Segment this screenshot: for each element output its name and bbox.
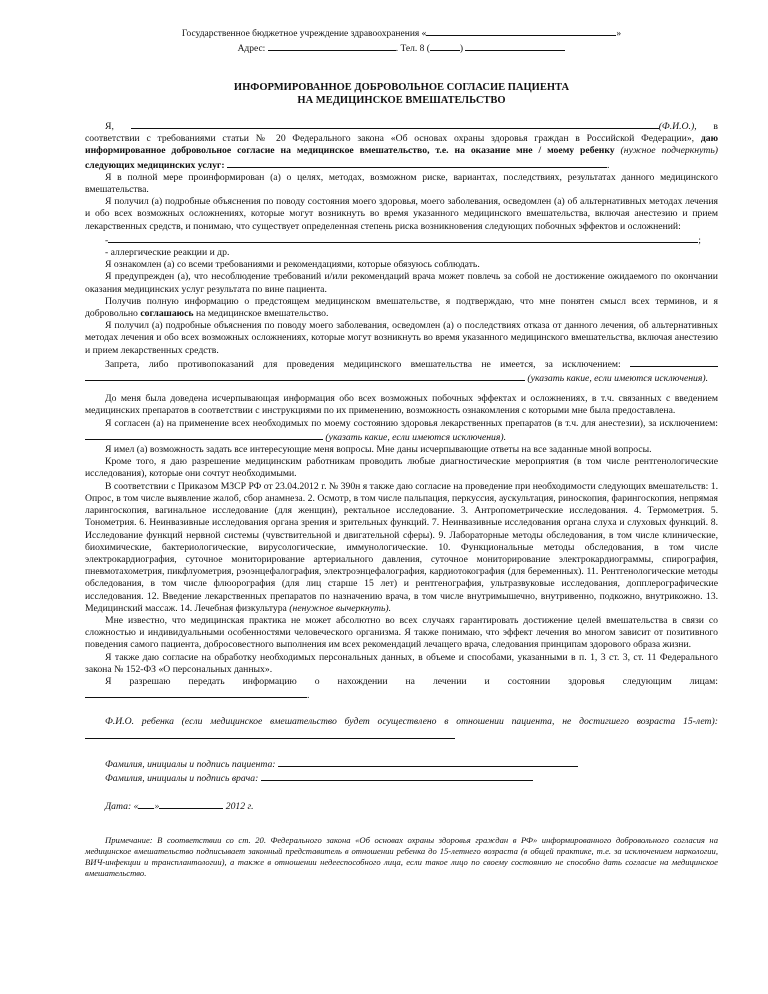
consent-services-label: следующих медицинских услуг: bbox=[85, 159, 225, 171]
spacer bbox=[85, 385, 718, 393]
address-field[interactable] bbox=[268, 41, 396, 51]
paragraph-explanations: Я получил (а) подробные объяснения по поводу состояния моего здоровья, моего заболевания, осведомлен (а) об альтернативных методах лечения и обо всех возможных осложнениях, которые могут возникнуть во время указанного медицинского вмешательства, включая анестезию и прием лекарственных средств, и понимаю, что существует определенная степень риска возникновения следующих побочных эффектов и осложнений: bbox=[85, 196, 718, 232]
child-fio-line bbox=[85, 716, 718, 742]
spacer bbox=[85, 743, 718, 757]
consent-start: Я, bbox=[105, 121, 114, 132]
institution-header bbox=[85, 26, 718, 55]
paragraph-personal-data: Я также даю согласие на обработку необходимых персональных данных, в объеме и способами, указанными в п. 1, 3 ст. 3, ст. 11 Федерального закона № 152-ФЗ «О персональных данных». bbox=[85, 651, 718, 675]
paragraph-requirements: Я ознакомлен (а) со всеми требованиями и рекомендациями, которые обязуюсь соблюдать. bbox=[105, 259, 480, 271]
child-fio-label: Ф.И.О. ребенка (если медицинское вмешательство будет осуществлено в отношении пациента, не достигшего возраста 15-лет): bbox=[105, 716, 718, 728]
contraindications-field-2[interactable] bbox=[85, 371, 525, 381]
paragraph-contraindications bbox=[85, 357, 718, 385]
institution-line bbox=[85, 26, 718, 41]
side-effects-dash: - bbox=[105, 234, 109, 246]
phone-field[interactable] bbox=[465, 41, 565, 51]
spacer bbox=[85, 702, 718, 716]
drugs-hint: (указать какие, если имеются исключения). bbox=[325, 431, 507, 443]
paragraph-order bbox=[85, 481, 718, 615]
order-hint: (ненужное вычеркнуть). bbox=[289, 602, 392, 614]
doctor-signature-field[interactable] bbox=[261, 771, 533, 781]
date-label: Дата: « bbox=[105, 801, 139, 813]
phone-close: ) bbox=[459, 43, 464, 54]
institution-close: » bbox=[616, 29, 622, 39]
paragraph-drugs bbox=[85, 418, 718, 444]
document-title bbox=[85, 81, 718, 107]
doctor-signature-label: Фамилия, инициалы и подпись врача: bbox=[105, 772, 259, 784]
disclosure-end: . bbox=[307, 690, 310, 702]
date-year: 2012 г. bbox=[225, 801, 254, 813]
paragraph-questions: Я имел (а) возможность задать все интересующие меня вопросы. Мне даны исчерпывающие ответы на все заданные мной вопросы. bbox=[105, 444, 652, 456]
agreement-text: Получив полную информацию о предстоящем медицинском вмешательстве, я подтверждаю, что мне понятен смысл всех терминов, и я добровольно bbox=[85, 295, 718, 320]
disclosure-line bbox=[85, 688, 718, 702]
paragraph-side-effects-line bbox=[85, 233, 718, 247]
phone-label: . Тел. 8 ( bbox=[395, 43, 430, 54]
spacer bbox=[85, 785, 718, 799]
fio-hint: (Ф.И.О.), bbox=[658, 121, 697, 132]
drugs-exceptions-field[interactable] bbox=[85, 430, 323, 440]
consent-law-text: в соответствии с требованиями статьи № 20 Федерального закона «Об основах охраны здоровья граждан в Российской Федерации», bbox=[85, 121, 718, 145]
paragraph-informed: Я в полной мере проинформирован (а) о целях, методах, возможном риске, вариантах, последствиях, результатах данного медицинского вмешательства. bbox=[85, 171, 718, 196]
side-effects-field[interactable] bbox=[108, 233, 698, 243]
date-line bbox=[85, 799, 718, 813]
patient-signature-label: Фамилия, инициалы и подпись пациента: bbox=[105, 758, 276, 770]
paragraph-no-guarantee: Мне известно, что медицинская практика не может абсолютно во всех случаях гарантировать достижение целей вмешательства в связи со сложностью и индивидуальными особенностями человеческого организма. Я также понимаю, что эффект лечения во многом зависит от позитивного поведения самого пациента, добросовестного выполнения им всех рекомендаций лечащего врача, следования принципам здорового образа жизни. bbox=[85, 614, 718, 651]
paragraph-disclosure: Я разрешаю передать информацию о нахождении на лечении и состоянии здоровья следующим лицам: bbox=[105, 675, 718, 687]
institution-label: Государственное бюджетное учреждение здравоохранения « bbox=[181, 29, 427, 39]
paragraph-refusal: Я получил (а) подробные объяснения по поводу моего заболевания, осведомлен (а) о последствиях отказа от данного лечения, об альтернативных методах лечения и обо всех возможных осложнениях, которые могут возникнуть во время указанного медицинского вмешательства, включая анестезию и прием лекарственных средств. bbox=[85, 320, 718, 356]
contraindications-text: Запрета, либо противопоказаний для проведения медицинского вмешательства не имеется, за исключением: bbox=[105, 358, 621, 370]
patient-fio-field[interactable] bbox=[131, 119, 659, 129]
institution-field[interactable] bbox=[426, 26, 616, 36]
title-line-1: ИНФОРМИРОВАННОЕ ДОБРОВОЛЬНОЕ СОГЛАСИЕ ПАЦИЕНТА bbox=[233, 82, 570, 93]
paragraph-agreement bbox=[85, 296, 718, 320]
paragraph-consent bbox=[85, 119, 718, 172]
doctor-signature-line bbox=[85, 771, 718, 785]
paragraph-warning: Я предупрежден (а), что несоблюдение требований и/или рекомендаций врача может повлечь за собой не достижение ожидаемого по окончании оказания медицинских услуг результата по вине пациента. bbox=[85, 271, 718, 295]
consent-form bbox=[85, 26, 718, 888]
agreement-end: на медицинское вмешательство. bbox=[195, 308, 329, 320]
consent-bold-text: даю информированное добровольное согласие на медицинское вмешательство, т.е. на оказание мне / моему ребенку bbox=[85, 133, 719, 157]
contraindications-hint: (указать какие, если имеются исключения). bbox=[527, 373, 709, 385]
phone-code-field[interactable] bbox=[430, 41, 460, 51]
contraindications-field-1[interactable] bbox=[630, 357, 718, 367]
order-text: В соответствии с Приказом МЗСР РФ от 23.04.2012 г. № 390н я также даю согласие на проведение при необходимости следующих вмешательств: 1. Опрос, в том числе выявление жалоб, сбор анамнеза. 2. Осмотр, в том числе пальпация, перкуссия, аускультация, риноскопия, фарингоскопия, непрямая ларингоскопия, вагинальное исследование (для женщин), ректальное исследование. 3. Антропометрические исследования. 4. Термометрия. 5. Тонометрия. 6. Неинвазивные исследования органа зрения и зрительных функций. 7. Неинвазивные исследования органа слуха и слуховых функций. 8. Исследование функций нервной системы (чувствительной и двигательной сферы). 9. Лабораторные методы обследования, в том числе клинические, биохимические, бактериологические, вирусологические, иммунологические. 10. Функциональные методы обследования, в том числе электрокардиография, суточное мониторирование артериального давления, суточное мониторирование электрокардиограммы, спирография, пневмотахометрия, пикфлуометрия, рэоэнцефалография, электроэнцефалография, кардиотокография (для беременных). 11. Рентгенологические методы обследования, в том числе флюорография (для лиц старше 15 лет) и рентгенография, ультразвуковые исследования, допплерографические исследования. 12. Введение лекарственных препаратов по назначению врача, в том числе внутримышечно, внутривенно, подкожно, внутрикожно. 13. Медицинский массаж. 14. Лечебная физкультура bbox=[85, 480, 718, 614]
side-effects-end: ; bbox=[698, 234, 701, 246]
patient-signature-field[interactable] bbox=[278, 757, 578, 767]
address-label: Адрес: bbox=[237, 43, 266, 54]
child-fio-field[interactable] bbox=[85, 729, 455, 739]
paragraph-diagnostics: Кроме того, я даю разрешение медицинским работникам проводить любые диагностические мероприятия (в том числе рентгенологические исследования), которые они сочтут необходимыми. bbox=[85, 456, 718, 480]
paragraph-full-info: До меня была доведена исчерпывающая информация обо всех возможных побочных эффектах и осложнениях, в т.ч. связанных с введением медицинских препаратов в соответствии с инструкциями по их применению, возможность ознакомления с которыми мне была предоставлена. bbox=[85, 393, 718, 417]
drugs-text: Я согласен (а) на применение всех необходимых по моему состоянию здоровья лекарственных препаратов (в т.ч. для анестезии), за исключением: bbox=[105, 417, 718, 429]
title-line-2: НА МЕДИЦИНСКОЕ ВМЕШАТЕЛЬСТВО bbox=[297, 95, 506, 106]
footnote: Примечание: В соответствии со ст. 20. Федерального закона «Об основах охраны здоровья граждан в РФ» информированного добровольного согласия на медицинское вмешательство подписывает законный представитель в отношении ребенка до 15-летнего возраста (в общей практике, т.е. за исключением наркологии, ВИЧ-инфекции и трансплантологии), а также в отношении недееспособного лица, если такое лицо по своему состоянию не способно дать согласие на медицинское вмешательство. bbox=[85, 835, 718, 879]
consent-end: . bbox=[606, 159, 610, 171]
disclosure-persons-field[interactable] bbox=[85, 688, 307, 698]
address-line bbox=[85, 41, 718, 56]
date-day-field[interactable] bbox=[138, 799, 154, 809]
patient-signature-line bbox=[85, 757, 718, 771]
paragraph-allergy: - аллергические реакции и др. bbox=[105, 247, 230, 259]
date-month-field[interactable] bbox=[159, 799, 223, 809]
agreement-bold: соглашаюсь bbox=[140, 308, 194, 320]
consent-italic-hint: (нужное подчеркнуть) bbox=[620, 145, 719, 157]
services-field[interactable] bbox=[227, 158, 607, 168]
date-quote: » bbox=[154, 801, 160, 813]
